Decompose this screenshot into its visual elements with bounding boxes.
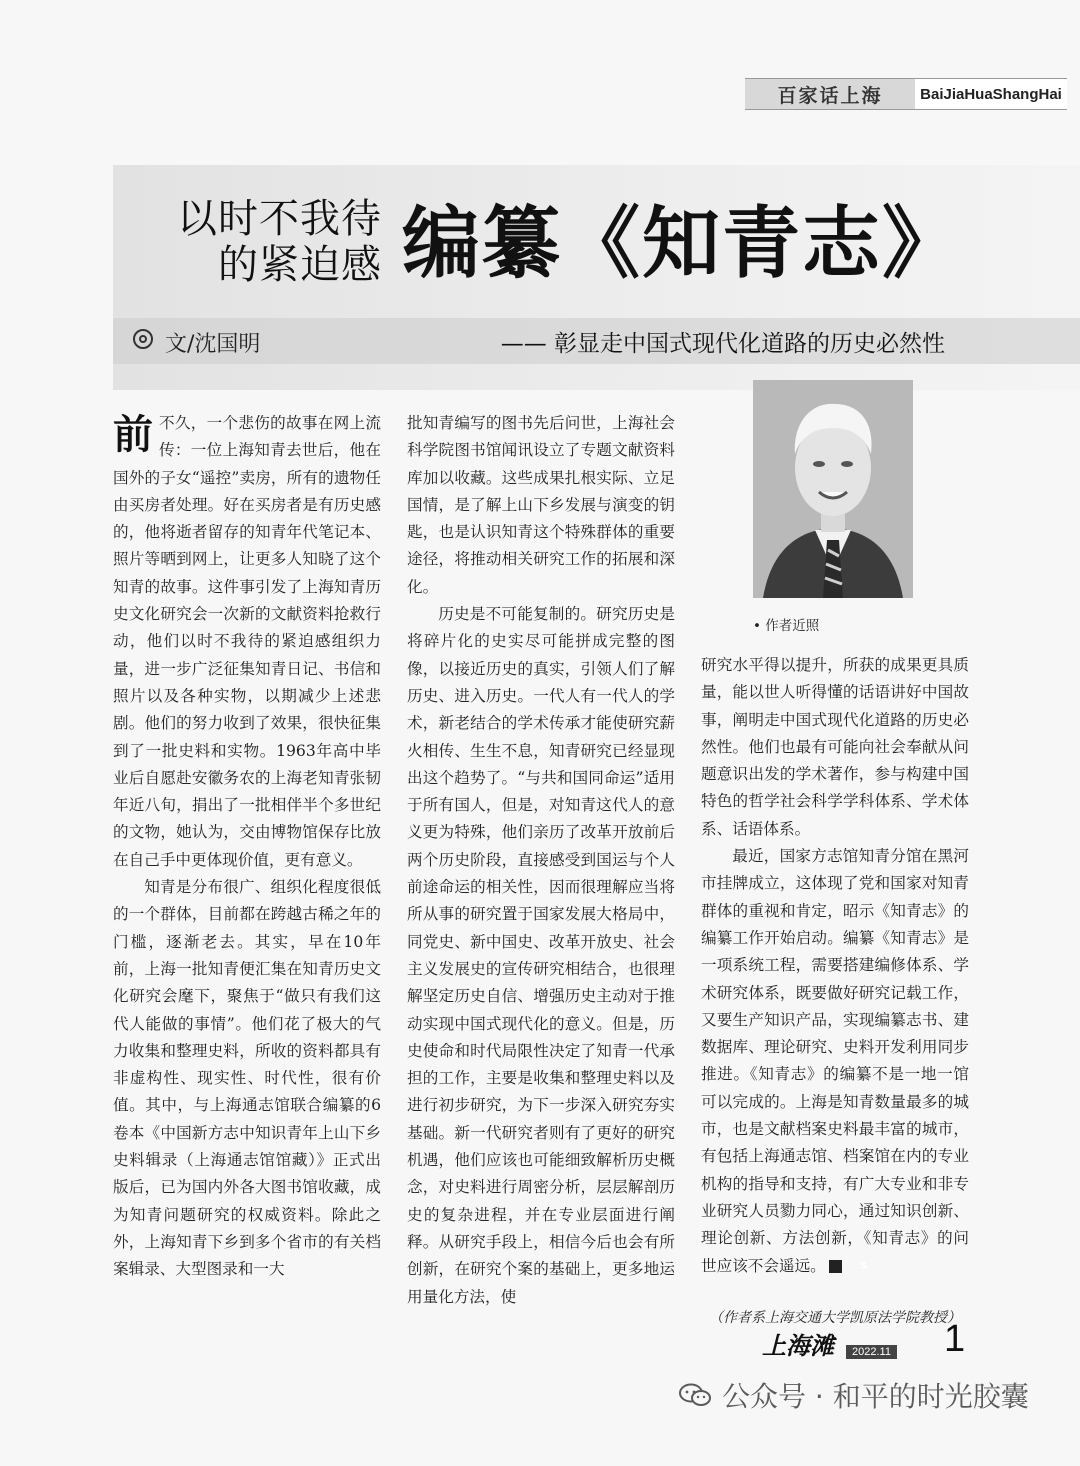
column-header	[745, 78, 1067, 110]
column-name-cn: 百家话上海	[745, 79, 915, 109]
dropcap: 前	[113, 411, 153, 458]
paragraph-2: 知青是分布很广、组织化程度很低的一个群体，目前都在跨越古稀之年的门槛，逐渐老去。其实，早在10年前，上海一批知青便汇集在知青历史文化研究会麾下，聚焦于“做只有我们这代人能做的事情”。他们花了极大的气力收集和整理史料，所收的资料都具有非虚构性、现实性、时代性，很有价值。其中，与上海通志馆联合编纂的6卷本《中国新方志中知识青年上山下乡史料辑录（上海通志馆馆藏）》正式出版后，已为国内外各大图书馆收藏，成为知青问题研究的权威资料。除此之外，上海知青下乡到多个省市的有关档案辑录、大型图录和一大	[113, 878, 381, 1279]
page-number: 1	[944, 1318, 966, 1360]
text-column-1	[113, 410, 381, 1284]
author-photo	[753, 380, 913, 598]
watermark	[678, 1375, 1029, 1415]
paragraph-1-text: 不久，一个悲伤的故事在网上流传：一位上海知青去世后，他在国外的子女“遥控”卖房，所有的遗物任由买房者处理。好在买房者是有历史感的，他将逝者留存的知青年代笔记本、照片等晒到网上，让更多人知晓了这个知青的故事。这件事引发了上海知青历史文化研究会一次新的文献资料抢救行动，他们以时不我待的紧迫感组织力量，进一步广泛征集知青日记、书信和照片以及各种实物，以期减少上述悲剧。他们的努力收到了效果，很快征集到了一批史料和实物。1963年高中毕业后自愿赴安徽务农的上海老知青张韧年近八旬，捐出了一批相伴半个多世纪的文物，她认为，交由博物馆保存比放在自己手中更体现价值，更有意义。	[113, 414, 381, 869]
paragraph-6-text: 最近，国家方志馆知青分馆在黑河市挂牌成立，这体现了党和国家对知青群体的重视和肯定，昭示《知青志》的编纂工作开始启动。编纂《知青志》是一项系统工程，需要搭建编修体系、学术研究体系，既要做好研究记载工作，又要生产知识产品，实现编纂志书、建数据库、理论研究、史料开发利用同步推进。《知青志》的编纂不是一地一馆可以完成的。上海是知青数量最多的城市，也是文献档案史料最丰富的城市，有包括上海通志馆、档案馆在内的专业机构的指导和支持，有广大专业和非专业研究人员勠力同心，通过知识创新、理论创新、方法创新，《知青志》的问世应该不会遥远。	[701, 847, 969, 1275]
end-mark-icon: S	[829, 1260, 842, 1273]
wechat-icon	[678, 1383, 712, 1407]
paragraph-6	[701, 843, 969, 1280]
paragraph-1	[113, 410, 381, 874]
watermark-text: 公众号 · 和平的时光胶囊	[722, 1380, 1029, 1413]
column-name-en: BaiJiaHuaShangHai	[915, 79, 1067, 109]
author-bullet-icon	[133, 329, 153, 349]
issue-date: 2022.11	[846, 1345, 897, 1359]
article-title: 编纂《知青志》	[402, 199, 963, 289]
kicker-line-1: 以时不我待	[177, 196, 382, 242]
paragraph-3: 批知青编写的图书先后问世，上海社会科学院图书馆闻讯设立了专题文献资料库加以收藏。这些成果扎根实际、立足国情，是了解上山下乡发展与演变的钥匙，也是认识知青这个特殊群体的重要途径，将推动相关研究工作的拓展和深化。	[407, 414, 675, 596]
photo-caption: • 作者近照	[753, 618, 820, 634]
text-column-3	[701, 652, 969, 1280]
author-note: （作者系上海交通大学凯原法学院教授）	[709, 1310, 961, 1326]
kicker-line-2: 的紧迫感	[218, 242, 382, 288]
magazine-logo: 上海滩	[762, 1331, 834, 1360]
paragraph-4: 历史是不可能复制的。研究历史是将碎片化的史实尽可能拼成完整的图像，以接近历史的真实，引领人们了解历史、进入历史。一代人有一代人的学术，新老结合的学术传承才能使研究薪火相传、生生不息，知青研究已经显现出这个趋势了。“与共和国同命运”适用于所有国人，但是，对知青这代人的意义更为特殊，他们亲历了改革开放前后两个历史阶段，直接感受到国运与个人前途命运的相关性，因而很理解应当将所从事的研究置于国家发展大格局中，同党史、新中国史、改革开放史、社会主义发展史的宣传研究相结合，也很理解坚定历史自信、增强历史主动对于推动实现中国式现代化的意义。但是，历史使命和时代局限性决定了知青一代承担的工作，主要是收集和整理史料以及进行初步研究，为下一步深入研究夯实基础。新一代研究者则有了更好的研究机遇，他们应该也可能细致解析历史概念，对史料进行周密分析，层层解剖历史的复杂进程，并在专业层面进行阐释。从研究手段上，相信今后也会有所创新，在研究个案的基础上，更多地运用量化方法，使	[407, 605, 675, 1306]
text-column-2	[407, 410, 675, 1311]
paragraph-5: 研究水平得以提升，所获的成果更具质量，能以世人听得懂的话语讲好中国故事，阐明走中国式现代化道路的历史必然性。他们也最有可能向社会奉献从问题意识出发的学术著作，参与构建中国特色的哲学社会科学学科体系、学术体系、话语体系。	[701, 656, 969, 838]
article-subtitle: —— 彰显走中国式现代化道路的历史必然性	[500, 331, 945, 357]
author-byline: 文/沈国明	[165, 332, 261, 357]
title-kicker	[140, 196, 382, 288]
portrait-illustration	[753, 380, 913, 598]
